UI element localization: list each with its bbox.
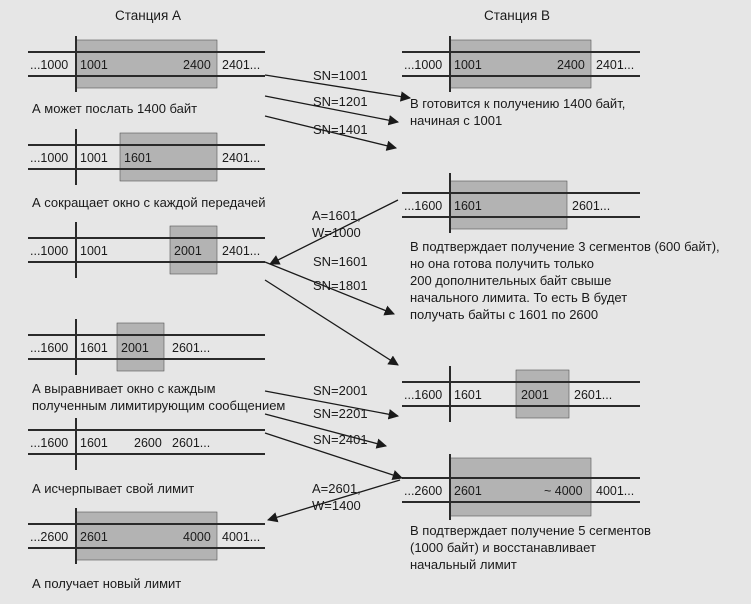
b-caption-3-line-1: В подтверждает получение 5 сегментов [410, 523, 651, 538]
frame-cell: 2601 [454, 484, 482, 498]
message-label: A=2601, [312, 481, 361, 496]
a-caption-5: А получает новый лимит [32, 576, 182, 591]
frame-cell: ...1600 [30, 341, 69, 355]
message-label: W=1000 [312, 225, 361, 240]
a-frame-5 [28, 418, 265, 470]
frame-cell: 2601... [172, 341, 211, 355]
b-frame-2 [402, 173, 640, 233]
frame-cell: 2401... [596, 58, 635, 72]
frame-cell: 2601 [80, 530, 108, 544]
frame-cell: 2601... [172, 436, 211, 450]
frame-cell: 2401... [222, 151, 261, 165]
frame-cell: 1001 [80, 244, 108, 258]
a-frame-4 [28, 319, 265, 375]
frame-cell: 1601 [80, 436, 108, 450]
b-frame-1 [402, 36, 640, 92]
frame-cell: 2001 [121, 341, 149, 355]
b-caption-1-line-1: В готовится к получению 1400 байт, [410, 96, 626, 111]
a-caption-2: А сокращает окно с каждой передачей [32, 195, 266, 210]
b-caption-2-line-5: получать байты с 1601 по 2600 [410, 307, 599, 322]
frame-cell: 1601 [80, 341, 108, 355]
frame-cell: 1601 [124, 151, 152, 165]
a-caption-3-line-1: А выравнивает окно с каждым [32, 381, 216, 396]
frame-cell: 2401... [222, 58, 261, 72]
frame-cell: 2601... [572, 199, 611, 213]
b-frame-4 [402, 454, 640, 520]
a-frame-2 [28, 129, 265, 185]
station-a-title: Станция А [114, 8, 182, 23]
message-label: SN=2201 [313, 406, 368, 421]
a-frame-6 [28, 508, 265, 564]
b-caption-2-line-1: В подтверждает получение 3 сегментов (600 байт), [410, 239, 720, 254]
frame-cell: ...1000 [30, 151, 69, 165]
a-caption-3-line-2: полученным лимитирующим сообщением [32, 398, 286, 413]
frame-cell: 2601... [574, 388, 613, 402]
frame-cell: 2001 [521, 388, 549, 402]
b-caption-2-line-3: 200 дополнительных байт свыше [410, 273, 612, 288]
message-label: W=1400 [312, 498, 361, 513]
b-caption-3-line-2: (1000 байт) и восстанавливает [410, 540, 596, 555]
b-caption-1-line-2: начиная с 1001 [410, 113, 503, 128]
frame-cell: 1001 [80, 58, 108, 72]
frame-cell: 2401... [222, 244, 261, 258]
a-caption-1: А может послать 1400 байт [32, 101, 198, 116]
station-b-title: Станция В [483, 8, 551, 23]
a-frame-1 [28, 36, 265, 92]
frame-cell: 4000 [183, 530, 211, 544]
frame-cell: 2400 [183, 58, 211, 72]
frame-cell: ...1600 [404, 199, 443, 213]
frame-cell: 2400 [557, 58, 585, 72]
frame-cell: ...2600 [404, 484, 443, 498]
a-frame-3 [28, 222, 265, 278]
message-label: SN=1801 [313, 278, 368, 293]
message-label: A=1601, [312, 208, 361, 223]
frame-cell: 4001... [596, 484, 635, 498]
frame-cell: ...1000 [404, 58, 443, 72]
frame-cell: 1001 [454, 58, 482, 72]
b-caption-3-line-3: начальный лимит [410, 557, 517, 572]
frame-cell: 4001... [222, 530, 261, 544]
message-label: SN=1601 [313, 254, 368, 269]
frame-cell: ...1600 [30, 436, 69, 450]
frame-cell: ...1000 [30, 244, 69, 258]
frame-cell: 1601 [454, 199, 482, 213]
frame-cell: 2001 [174, 244, 202, 258]
message-label: SN=1001 [313, 68, 368, 83]
frame-cell: 1001 [80, 151, 108, 165]
message-label: SN=2401 [313, 432, 368, 447]
frame-cell: ...2600 [30, 530, 69, 544]
frame-cell: ...1000 [30, 58, 69, 72]
message-label: SN=2001 [313, 383, 368, 398]
frame-cell: ~ 4000 [544, 484, 583, 498]
b-caption-2-line-2: но она готова получить только [410, 256, 594, 271]
frame-cell: ...1600 [404, 388, 443, 402]
message-label: SN=1401 [313, 122, 368, 137]
frame-cell: 2600 [134, 436, 162, 450]
a-caption-4: А исчерпывает свой лимит [32, 481, 195, 496]
frame-cell: 1601 [454, 388, 482, 402]
message-label: SN=1201 [313, 94, 368, 109]
b-frame-3 [402, 366, 640, 422]
b-caption-2-line-4: начального лимита. То есть В будет [410, 290, 628, 305]
